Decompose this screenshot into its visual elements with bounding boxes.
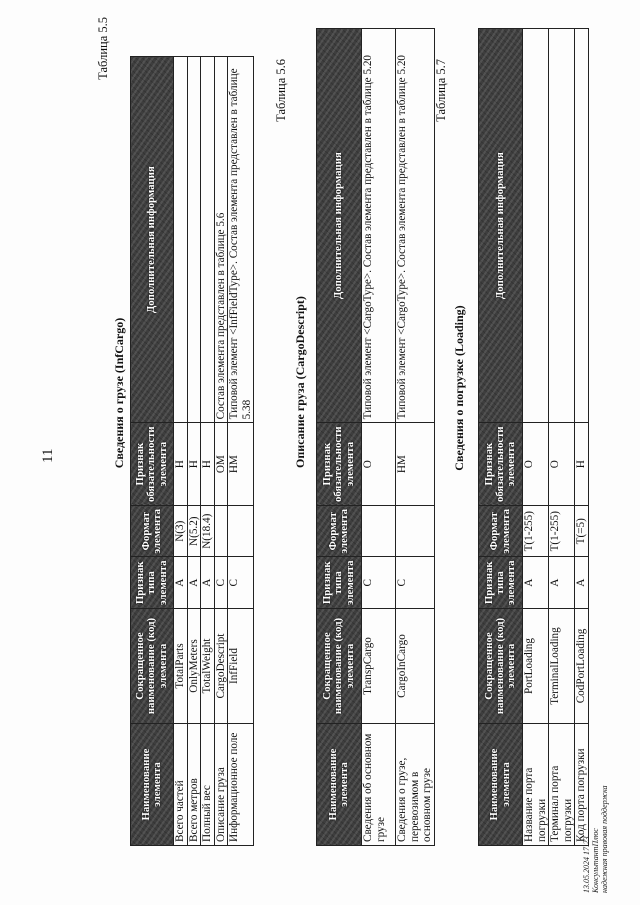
header-cell: Наименование элемента — [479, 724, 523, 846]
table-row — [523, 29, 549, 846]
cell-format: N(3) — [174, 505, 188, 557]
header-cell: Признак обязательности элемента — [479, 423, 523, 506]
cell-info — [174, 57, 188, 423]
cell-code: TranspCargo — [362, 609, 396, 724]
cell-format — [228, 505, 254, 557]
cell-info — [201, 57, 215, 423]
cell-required: НМ — [396, 423, 435, 506]
cell-type: А — [575, 557, 589, 609]
cell-name: Код порта погрузки — [575, 724, 589, 846]
cell-type: А — [523, 557, 549, 609]
cell-info: Типовой элемент <CargoType>. Состав элемента представлен в таблице 5.20 — [362, 29, 396, 423]
cell-code: TotalWeight — [201, 609, 215, 724]
cell-code: OnlyMeters — [187, 609, 201, 724]
header-cell: Сокращенное наименование (код) элемента — [131, 609, 174, 724]
header-cell: Формат элемента — [479, 505, 523, 557]
cell-code: InfField — [228, 609, 254, 724]
cell-format: T(1-255) — [549, 505, 575, 557]
table-5-7 — [478, 28, 589, 846]
cell-required: ОМ — [214, 423, 228, 506]
cell-required: Н — [174, 423, 188, 506]
cell-type: А — [187, 557, 201, 609]
header-cell: Признак обязательности элемента — [317, 423, 362, 506]
cell-info — [187, 57, 201, 423]
cell-format — [362, 505, 396, 557]
header-cell: Сокращенное наименование (код) элемента — [317, 609, 362, 724]
header-cell: Дополнительная информация — [479, 29, 523, 423]
cell-code: CargoDescript — [214, 609, 228, 724]
header-cell: Признак обязательности элемента — [131, 423, 174, 506]
header-cell: Дополнительная информация — [131, 57, 174, 423]
cell-format: N(5.2) — [187, 505, 201, 557]
cell-type: С — [214, 557, 228, 609]
table-row — [575, 29, 589, 846]
cell-name: Терминал порта погрузки — [549, 724, 575, 846]
cell-required: О — [549, 423, 575, 506]
header-cell: Наименование элемента — [317, 724, 362, 846]
stamp-brand: КонсультантПлюс — [591, 828, 601, 893]
page-number: 11 — [40, 448, 56, 463]
cell-type: А — [549, 557, 575, 609]
cell-info — [549, 29, 575, 423]
cell-info: Состав элемента представлен в таблице 5.6 — [214, 57, 228, 423]
cell-format: T(=5) — [575, 505, 589, 557]
table-5-5 — [130, 56, 254, 846]
table-label-5-6: Таблица 5.6 — [274, 59, 288, 122]
header-cell: Дополнительная информация — [317, 29, 362, 423]
cell-name: Всего частей — [174, 724, 188, 846]
cell-name: Всего метров — [187, 724, 201, 846]
table-row — [362, 29, 396, 846]
table-header-row — [479, 29, 523, 846]
cell-name: Информационное поле — [228, 724, 254, 846]
cell-required: Н — [201, 423, 215, 506]
header-cell: Признак типа элемента — [317, 557, 362, 609]
cell-name: Описание груза — [214, 724, 228, 846]
cell-format — [396, 505, 435, 557]
cell-info — [575, 29, 589, 423]
cell-info: Типовой элемент <InfFieldType>. Состав элемента представлен в таблице 5.38 — [228, 57, 254, 423]
cell-type: С — [362, 557, 396, 609]
table-5-6 — [316, 28, 435, 846]
table-header-row — [317, 29, 362, 846]
cell-code: PortLoading — [523, 609, 549, 724]
table-title-5-5: Сведения о грузе (InfCargo) — [112, 317, 126, 469]
cell-code: TotalParts — [174, 609, 188, 724]
cell-name: Сведения об основном грузе — [362, 724, 396, 846]
cell-type: С — [228, 557, 254, 609]
table-row — [201, 57, 215, 846]
table-label-5-7: Таблица 5.7 — [434, 59, 448, 122]
table-row — [228, 57, 254, 846]
cell-name: Полный вес — [201, 724, 215, 846]
cell-type: А — [174, 557, 188, 609]
header-cell: Формат элемента — [317, 505, 362, 557]
cell-required: НМ — [228, 423, 254, 506]
cell-required: О — [362, 423, 396, 506]
table-title-5-7: Сведения о погрузке (Loading) — [452, 305, 466, 471]
cell-name: Сведения о грузе, перевозимом в основном грузе — [396, 724, 435, 846]
cell-required: Н — [187, 423, 201, 506]
header-cell: Признак типа элемента — [131, 557, 174, 609]
cell-required: Н — [575, 423, 589, 506]
cell-format: N(18.4) — [201, 505, 215, 557]
table-row — [549, 29, 575, 846]
cell-code: CodPortLoading — [575, 609, 589, 724]
cell-code: CargoInCargo — [396, 609, 435, 724]
table-row — [174, 57, 188, 846]
stamp-slogan: надежная правовая поддержка — [600, 785, 610, 893]
cell-info: Типовой элемент <CargoType>. Состав элемента представлен в таблице 5.20 — [396, 29, 435, 423]
cell-name: Название порта погрузки — [523, 724, 549, 846]
table-row — [214, 57, 228, 846]
table-header-row — [131, 57, 174, 846]
cell-format — [214, 505, 228, 557]
cell-code: TerminalLoading — [549, 609, 575, 724]
stamp-date: 13.05.2024 17:23 — [582, 836, 591, 893]
cell-format: T(1-255) — [523, 505, 549, 557]
footer-stamp — [582, 785, 610, 893]
header-cell: Сокращенное наименование (код) элемента — [479, 609, 523, 724]
header-cell: Признак типа элемента — [479, 557, 523, 609]
header-cell: Наименование элемента — [131, 724, 174, 846]
table-row — [187, 57, 201, 846]
table-label-5-5: Таблица 5.5 — [96, 17, 110, 80]
cell-type: А — [201, 557, 215, 609]
header-cell: Формат элемента — [131, 505, 174, 557]
table-title-5-6: Описание груза (CargoDescript) — [293, 296, 307, 468]
table-row — [396, 29, 435, 846]
cell-info — [523, 29, 549, 423]
cell-type: С — [396, 557, 435, 609]
cell-required: О — [523, 423, 549, 506]
